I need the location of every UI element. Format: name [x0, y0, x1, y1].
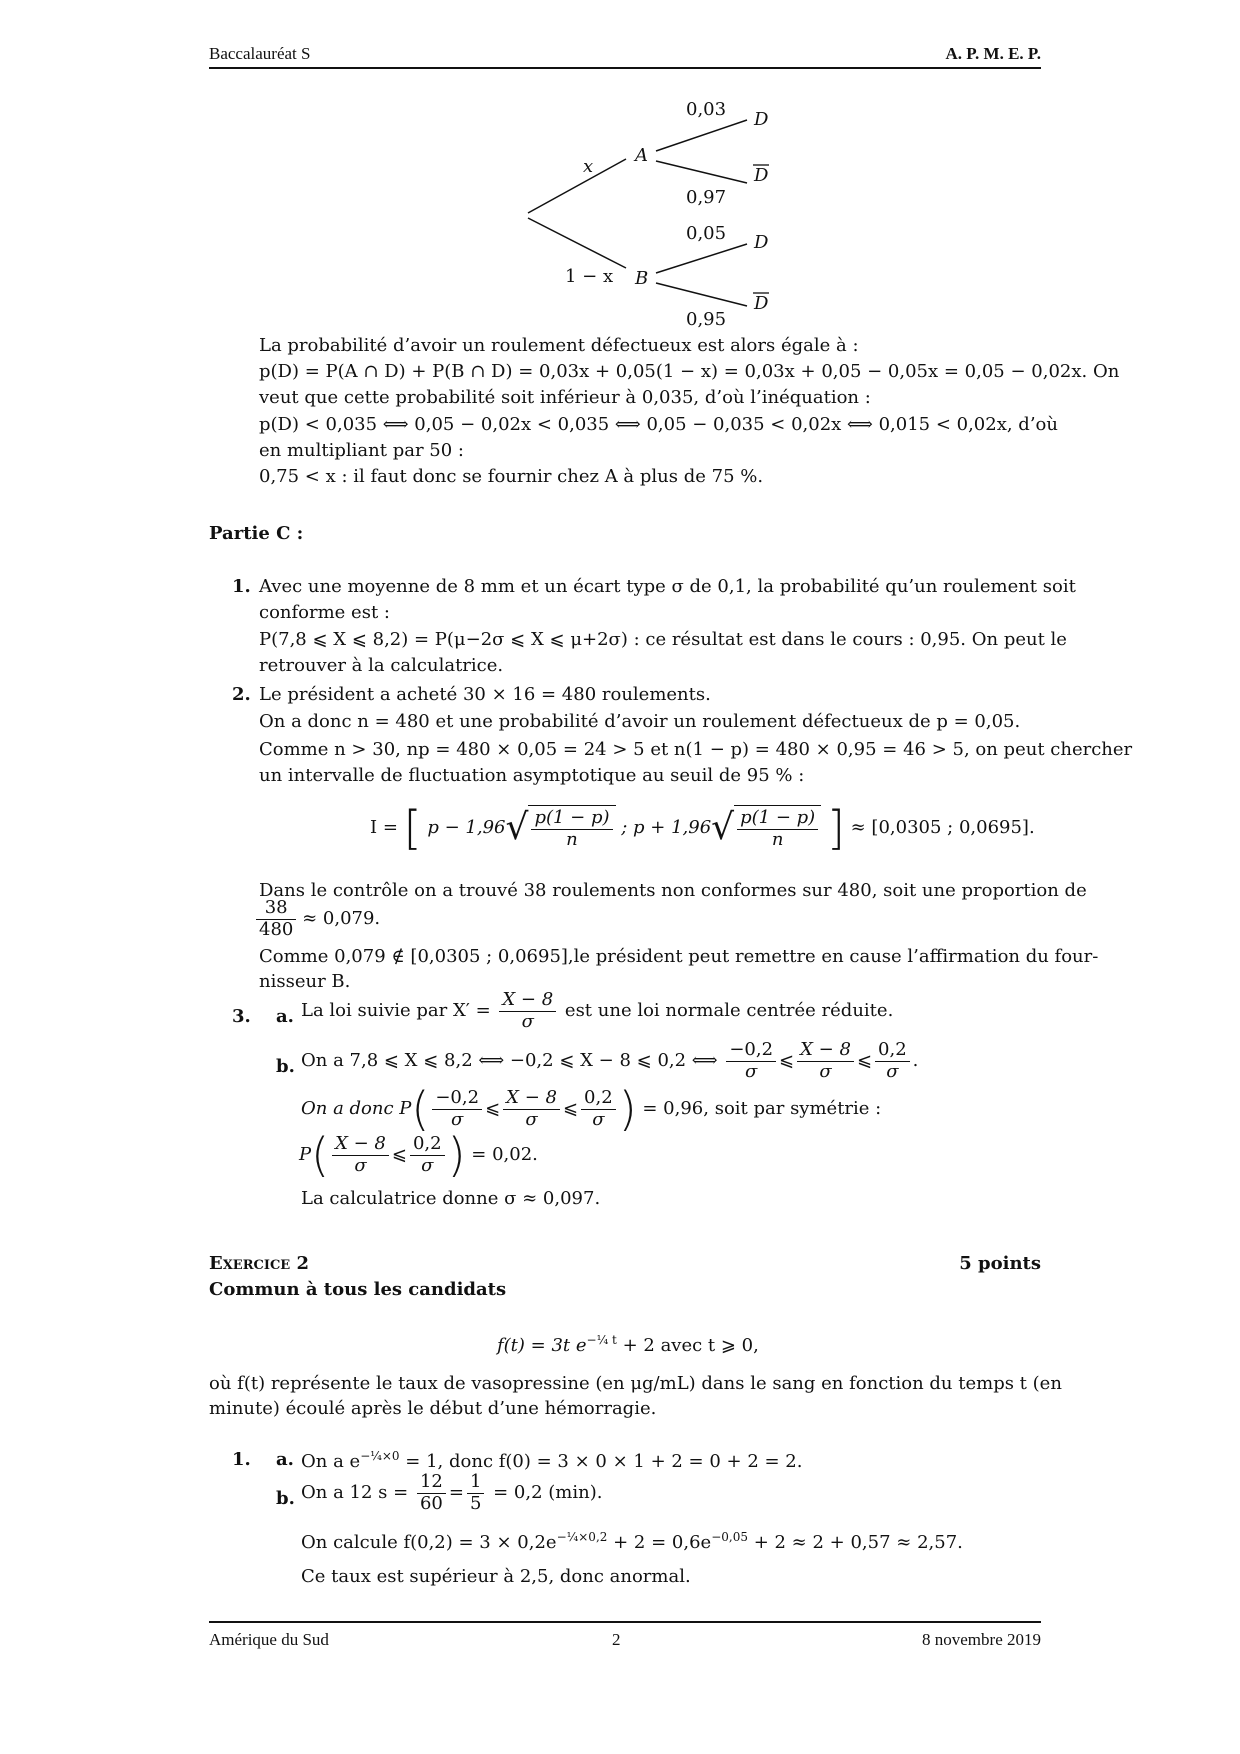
proportion-result: ≈ 0,079. — [302, 908, 381, 930]
partC-q2-line2: On a donc n = 480 et une probabilité d’avoir un roulement défectueux de p = 0,05. — [259, 711, 1021, 732]
q3b-l2-frac1-num: −0,2 — [432, 1088, 482, 1110]
partC-q1-line1: Avec une moyenne de 8 mm et un écart type σ de 0,1, la probabilité qu’un roulement soit — [259, 576, 1076, 597]
function-definition — [497, 1333, 759, 1357]
q3b-l1-dot: . — [912, 1050, 919, 1072]
partC-q3b-line3 — [299, 1128, 538, 1182]
q3b-l1-frac1-den: σ — [745, 1060, 758, 1082]
partB-line3: veut que cette probabilité soit inférieur à 0,035, d’où l’inéquation : — [259, 387, 871, 408]
partC-q2-line4: un intervalle de fluctuation asymptotique au seuil de 95 % : — [259, 765, 805, 786]
exercise2-q1-number: 1. — [232, 1449, 251, 1470]
sqrt-upper-denominator: n — [771, 829, 784, 850]
q3a-text-end: est une loi normale centrée réduite. — [564, 1000, 894, 1022]
partB-line2: p(D) = P(A ∩ D) + P(B ∩ D) = 0,03x + 0,05(1 − x) = 0,03x + 0,05 − 0,05x = 0,05 − 0,02x. On — [259, 361, 1120, 382]
q1a-exponent: −¼×0 — [360, 1449, 400, 1463]
q3b-l2-le2: ⩽ — [562, 1098, 579, 1119]
partC-q1-line3: P(7,8 ⩽ X ⩽ 8,2) = P(μ−2σ ⩽ X ⩽ μ+2σ) : ce résultat est dans le cours : 0,95. On peut le — [259, 629, 1067, 650]
partC-q1-line2: conforme est : — [259, 602, 390, 623]
q3b-l3-frac1-den: σ — [354, 1154, 367, 1176]
interval-result: ≈ [0,0305 ; 0,0695]. — [850, 817, 1035, 838]
footer-rule — [209, 1621, 1041, 1623]
node-A-Dbar: D — [754, 165, 769, 186]
q1b-calc-start: On calcule f(0,2) = 3 × 0,2e — [301, 1532, 557, 1553]
q1b-exponent2: −0,05 — [711, 1530, 748, 1544]
left-bracket-glyph: [ — [403, 801, 422, 855]
q3b-l2-le1: ⩽ — [485, 1098, 501, 1119]
branch-B-D — [656, 244, 747, 273]
header-left: Baccalauréat S — [209, 44, 311, 63]
prob-B-D: 0,05 — [686, 223, 727, 244]
sqrt-lower: √ $\frac{p(1 - p)}{n}$ — [505, 805, 615, 850]
footer-right: 8 novembre 2019 — [922, 1630, 1041, 1649]
exercise2-points: 5 points — [959, 1253, 1041, 1274]
interval-lower-prefix: p − 1,96 — [427, 817, 506, 838]
header-right: A. P. M. E. P. — [945, 44, 1041, 63]
partC-q3a-label: a. — [276, 1006, 294, 1027]
exercise2-q1b-line2 — [301, 1530, 963, 1554]
q1b-equals: = — [448, 1482, 464, 1504]
exercise2-q1b-line1 — [301, 1472, 602, 1514]
footer-left: Amérique du Sud — [209, 1630, 329, 1649]
prob-A-Dbar: 0,97 — [686, 187, 727, 208]
partC-title: Partie C : — [209, 523, 304, 544]
exercise2-title: Exercice 2 — [209, 1253, 309, 1274]
q1b-frac1-den: 60 — [419, 1492, 443, 1514]
sqrt-upper-numerator: p(1 − p) — [737, 808, 818, 830]
q1b-frac1-num: 12 — [417, 1472, 446, 1494]
node-B-D: D — [754, 232, 769, 253]
paren-close-glyph-2: ) — [447, 1128, 466, 1182]
q3b-l3-frac1-num: X − 8 — [332, 1134, 389, 1156]
partC-q2-number: 2. — [232, 684, 251, 705]
partC-q3b-line4: La calculatrice donne σ ≈ 0,097. — [301, 1188, 601, 1209]
q3b-line3-P: P — [299, 1144, 312, 1165]
paren-close-glyph: ) — [618, 1082, 637, 1136]
paren-open-glyph-2: ( — [311, 1128, 330, 1182]
exercise2-desc2: minute) écoulé après le début d’une hémorragie. — [209, 1398, 657, 1419]
q3b-line1-text: On a 7,8 ⩽ X ⩽ 8,2 ⟺ −0,2 ⩽ X − 8 ⩽ 0,2 ⟺ — [301, 1050, 718, 1072]
partC-q3-number: 3. — [232, 1006, 251, 1027]
q3b-l1-frac3-num: 0,2 — [875, 1040, 910, 1062]
fluctuation-interval — [370, 801, 1035, 855]
exercise2-q1a-label: a. — [276, 1449, 294, 1470]
sqrt-lower-numerator: p(1 − p) — [531, 808, 612, 830]
q1b-start: On a 12 s = — [301, 1482, 409, 1504]
right-bracket-glyph: ] — [826, 801, 845, 855]
q3b-l1-frac1-num: −0,2 — [726, 1040, 776, 1062]
partC-q2-line7: nisseur B. — [259, 971, 351, 992]
q3b-l1-frac2-den: σ — [819, 1060, 832, 1082]
partB-line6: 0,75 < x : il faut donc se fournir chez A à plus de 75 %. — [259, 466, 764, 487]
proportion — [256, 898, 380, 940]
node-A: A — [635, 145, 648, 166]
partC-q1-line4: retrouver à la calculatrice. — [259, 655, 504, 676]
sqrt-lower-denominator: n — [566, 829, 578, 850]
partB-line5: en multipliant par 50 : — [259, 440, 464, 461]
node-B: B — [635, 268, 649, 289]
partC-q3b-line2 — [301, 1082, 882, 1136]
q3b-l2-frac2-num: X − 8 — [503, 1088, 560, 1110]
q3a-text-start: La loi suivie par X′ = — [301, 1000, 491, 1022]
q3b-l3-frac2-num: 0,2 — [410, 1134, 445, 1156]
partC-q3b-label: b. — [276, 1056, 295, 1077]
exercise2-q1b-line3: Ce taux est supérieur à 2,5, donc anormal. — [301, 1566, 691, 1587]
partC-q3b-line1 — [301, 1040, 918, 1082]
partC-q2-line5: Dans le contrôle on a trouvé 38 roulements non conformes sur 480, soit une proportion de — [259, 880, 1087, 901]
partC-q2-line6: Comme 0,079 ∉ [0,0305 ; 0,0695],le président peut remettre en cause l’affirmation du four- — [259, 946, 1099, 967]
q3b-l3-le: ⩽ — [391, 1144, 407, 1165]
exercise2-desc1: où f(t) représente le taux de vasopressine (en μg/mL) dans le sang en fonction du temps t (en — [209, 1373, 1062, 1394]
paren-open-glyph: ( — [411, 1082, 430, 1136]
probability-tree — [500, 95, 800, 335]
prob-A-D: 0,03 — [686, 99, 727, 120]
sqrt-upper: √ $\frac{p(1 - p)}{n}$ — [711, 805, 821, 850]
q3b-line2-text: On a donc P — [301, 1098, 412, 1119]
q3b-l2-frac3-num: 0,2 — [581, 1088, 616, 1110]
partB-line4: p(D) < 0,035 ⟺ 0,05 − 0,02x < 0,035 ⟺ 0,05 − 0,035 < 0,02x ⟺ 0,015 < 0,02x, d’où — [259, 414, 1058, 435]
branch-root-B — [528, 218, 626, 268]
q3b-l2-frac1-den: σ — [451, 1108, 464, 1130]
q3b-l1-le2: ⩽ — [856, 1050, 873, 1072]
q3b-l2-frac2-den: σ — [525, 1108, 538, 1130]
interval-upper-prefix: ; p + 1,96 — [621, 817, 712, 838]
q1b-calc-middle: + 2 = 0,6e — [613, 1532, 712, 1553]
exercise2-q1a — [301, 1449, 802, 1473]
node-B-Dbar: D — [754, 293, 769, 314]
prob-B-Dbar: 0,95 — [686, 309, 727, 330]
exercise2-q1b-label: b. — [276, 1488, 295, 1509]
formula-exponent: −¼ t — [586, 1333, 617, 1347]
q1b-frac2-den: 5 — [469, 1492, 482, 1514]
partC-q2-line3: Comme n > 30, np = 480 × 0,05 = 24 > 5 et n(1 − p) = 480 × 0,95 = 46 > 5, on peut chercher — [259, 739, 1133, 760]
partC-q1-number: 1. — [232, 576, 251, 597]
q3b-l1-le1: ⩽ — [779, 1050, 795, 1072]
q3a-frac-numerator: X − 8 — [499, 990, 556, 1012]
q1b-frac2-num: 1 — [467, 1472, 484, 1494]
q3a-frac-denominator: σ — [521, 1010, 534, 1032]
formula-end: + 2 avec t ⩾ 0, — [622, 1335, 759, 1356]
label-1-minus-x: 1 − x — [565, 266, 614, 287]
q1a-start: On a e — [301, 1451, 361, 1472]
header-rule — [209, 67, 1041, 69]
q3b-line3-end: = 0,02. — [471, 1144, 538, 1165]
q3b-line2-end: = 0,96, soit par symétrie : — [642, 1098, 882, 1119]
node-A-D: D — [754, 109, 769, 130]
branch-B-Dbar — [656, 283, 747, 306]
q1b-exponent1: −¼×0,2 — [556, 1530, 608, 1544]
partC-q3a — [301, 990, 893, 1032]
q1a-end: = 1, donc f(0) = 3 × 0 × 1 + 2 = 0 + 2 = 2. — [405, 1451, 803, 1472]
branch-A-Dbar — [656, 161, 747, 183]
q3b-l1-frac3-den: σ — [886, 1060, 899, 1082]
q3b-l1-frac2-num: X − 8 — [797, 1040, 854, 1062]
proportion-numerator: 38 — [256, 898, 296, 920]
q3b-l2-frac3-den: σ — [592, 1108, 605, 1130]
footer-page-number: 2 — [612, 1630, 621, 1649]
proportion-denominator: 480 — [259, 918, 294, 940]
q1b-calc-end: + 2 ≈ 2 + 0,57 ≈ 2,57. — [753, 1532, 963, 1553]
branch-root-A — [528, 159, 626, 213]
q1b-end: = 0,2 (min). — [493, 1482, 603, 1504]
partB-line1: La probabilité d’avoir un roulement défectueux est alors égale à : — [259, 335, 859, 356]
label-x: x — [583, 156, 594, 177]
branch-A-D — [656, 120, 747, 151]
exercise2-subtitle: Commun à tous les candidats — [209, 1279, 507, 1300]
q3b-l3-frac2-den: σ — [421, 1154, 434, 1176]
interval-I-label: I = — [370, 817, 398, 838]
formula-start: f(t) = 3t e — [497, 1335, 587, 1356]
partC-q2-line1: Le président a acheté 30 × 16 = 480 roulements. — [259, 684, 711, 705]
